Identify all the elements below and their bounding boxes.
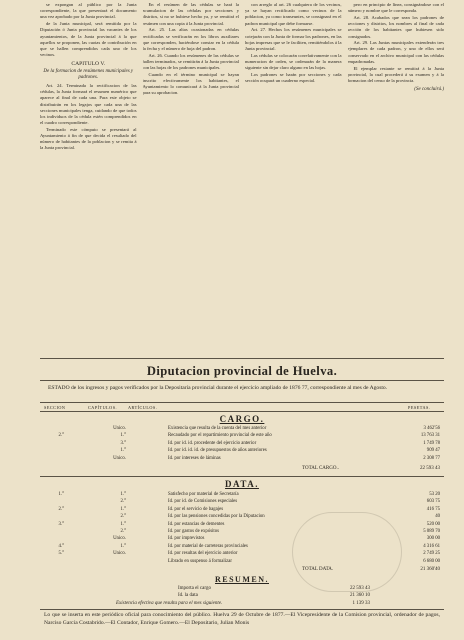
paragraph: Art. 26. Cuando los resúmenes de las cédulas se hallen terminados, se remitirán á la Junta provincial con las hojas de los padrones municipales. [142,52,239,71]
resumen-cargo-label: Importa el cargo [178,586,211,591]
divider [40,411,444,412]
concept-cell: Id. por id. id. procedente del ejercicio anterior [168,440,257,446]
concept-cell: Id. por el servicio de bagajes [168,506,224,512]
article-cell: 2.° [120,514,126,520]
article-cell: 1.° [120,543,126,549]
paragraph: Art. 25. Las altas ocasionadas en cédulas rectificadas se verificarán en los libros auxiliares que corresponden, haciéndose constar en la cédula la fecha y el número de hoja del padron. [142,27,239,51]
concept-cell: Librado en suspenso á formalizar [168,558,232,564]
page-title: Diputacion provincial de Huelva. [146,364,338,378]
data-title: DATA. [225,479,259,489]
paragraph: Terminado este cómputo se presentará al Ayuntamiento á fin de que decida el resultado del número de habitantes de la poblacion y se remita á la Junta provincial. [40,126,137,151]
divider [40,402,444,403]
article-cell: Unico. [113,426,126,431]
data-total-label: TOTAL DATA. [302,567,334,572]
chapter-header: CAPÍTULOS. [88,405,118,410]
chapter-subtitle: De la formacion de resúmenes municipales y padrones. [43,68,134,80]
concept-cell: Id. por gastos de expósitos [168,529,220,534]
chapter-cell: 1.° [58,492,64,497]
chapter-cell: 5.° [58,551,64,557]
amount-cell: 300 00 [426,536,440,542]
existence-label: Existencia efectiva que resulta para el mes siguiente. [116,601,223,606]
chapter-cell: 2.° [58,506,64,512]
resumen-data-label: Id. la data [178,593,198,598]
paragraph: Los padrones se harán por secciones y cada sección ocupará un cuaderno especial. [245,71,342,83]
article-column-2 [143,2,240,362]
amount-cell: 416 75 [426,506,440,512]
article-cell: 1.° [120,492,126,497]
article-cell: 1.° [120,433,126,439]
amount-cell: 603 75 [426,499,440,505]
article-cell: Unico. [113,455,126,461]
table-row [40,425,444,432]
paragraph: Cuando en el término municipal se hayan inscrito efectivamente los habitantes, el Ayuntamiento lo comunicará á la Junta provincial para su aprobacion. [142,71,239,96]
table-row [40,455,444,462]
amount-cell: 909 47 [426,448,440,454]
amount-cell: 40 [435,514,440,520]
table-row [40,432,444,439]
paragraph: Art. 27. Hechos los resúmenes municipales se cotejarán con la Junta de formar los padrones, en las hojas impresas que se le faciliten, remitiéndolos á la Junta provincial. [245,27,342,51]
resumen-cargo: 22 593 43 [350,586,370,591]
amount-cell: 1 749 78 [423,440,440,446]
amount-cell: 3 462'56 [423,426,440,431]
cargo-total-label: TOTAL CARGO.. [302,466,339,471]
paragraph: Art. 29. Las Juntas municipales extenderán tres ejemplares de cada padron, y uno de ellos será conservado en el archivo municipal con las cédulas empadronadas. [347,40,444,64]
footer-note: Lo que se inserta en este periódico oficial para conocimiento del público. Huelva 29 de Octubre de 1877.—El Vicepresidente de la Comision provincial, ordenador de pagos, Narciso García Costabrido.—El Contador, Enrique Gomero.—El Depositario, Julian Monis [44,612,440,626]
amount-cell: 6 680 00 [423,558,440,564]
article-cell: 2.° [120,529,126,534]
article-cell: 1.° [120,448,126,454]
article-cell: 2.° [120,499,126,505]
article-cell: Unico. [113,551,126,557]
divider [40,476,444,477]
article-cell: Unico. [113,536,126,542]
chapter-title: CAPITULO V. [71,61,106,68]
article-cell: 1.° [120,506,126,512]
article-columns [40,2,444,362]
paragraph: con arreglo al art. 26 cualquiera de los vecinos, ya se hayan rectificado como vecinos de la poblacion, ya como transeuntes, se consignará en el padron municipal que debe formarse. [245,2,342,26]
chapter-cell: 4.° [58,543,64,549]
concept-cell: Id. por las pensiones concedidas por la Diputacion [168,514,265,520]
divider [40,358,444,359]
existence-amount: 1 139 33 [352,601,370,606]
chapter-cell: 3.° [58,521,64,527]
amount-cell: 2 749 25 [423,551,440,557]
statement-description: ESTADO de los ingresos y pagos verificados por la Depositaría provincial durante el ejercicio ampliado de 1876 77, correspondiente al mes de Agosto. [48,385,388,391]
section-header: SECCION [44,405,66,410]
table-row [40,447,444,454]
concept-cell: Id. por id. de Comisiones especiales [168,499,238,505]
table-row [40,506,444,513]
paragraph: de la Junta municipal, será remitida por la Diputación ó Junta provincial las vacantes de los ayuntamientos, de la Junta provincial á la que aquellos se proponen, las cuotas de contribución en que se hallen comprendidos cada uno de los vecinos. [40,21,137,58]
resumen-title: RESUMEN. [214,575,269,584]
amount-cell: 2 308 77 [423,455,440,461]
concept-cell: Id. por material de carreteras provinciales [168,543,248,549]
concept-cell: Satisfecho por material de Secretaría [168,492,239,497]
article-header: ARTÍCULOS. [128,405,158,410]
amount-cell: 4 316 61 [423,543,440,549]
concept-cell: Recaudado por el repartimiento provincial de este año [168,433,272,439]
chapter-cell: 2.° [58,433,64,439]
concept-cell: Id. por estancias de dementes [168,521,225,527]
table-row [40,498,444,505]
concept-cell: Id. por id. id. id. de presupuestos de años anteriores [168,448,267,454]
article-cell: 3.° [120,440,126,446]
cargo-total: 22 593 43 [420,466,440,471]
paragraph: Art. 24. Terminada la rectificacion de las cédulas, la Junta formará el resumen numérico que aparece al final de cada una. Para este objeto se distribuirán en los legajos que cada una de las secciones municipales tenga, cuidando de que todos los individuos de la cédula estén comprendidos en el cuadro correspondiente. [40,82,137,126]
article-column-3 [245,2,342,362]
paragraph: En el resúmen de las cédulas se hará la acumulacion de las cédulas por secciones y distritos, si no se hubiese hecho ya, y se remitirá el resúmen con una copia á la Junta provincial. [142,2,239,26]
pesetas-header: PESETAS. [408,405,431,410]
paragraph: Las cédulas se colocarán correlativamente con la numeracion de orden, se ordenarán de la manera siguiente sin dejar claro alguno en las hojas. [245,52,342,71]
table-row [40,440,444,447]
article-cell: 1.° [120,521,126,527]
resumen-data: 21 360 10 [350,593,370,598]
paragraph: El ejemplar restante se remitirá á la Junta provincial, la cual procederá á su examen y á la formacion del censo de la provincia. [347,65,444,83]
divider [40,609,444,610]
paragraph: pero en principio de línea, consignándose con el número y nombre que le corresponda. [347,2,444,14]
concept-cell: Id. por imprevistos [168,536,205,542]
amount-cell: 5 089 70 [423,529,440,534]
to-be-concluded: (Se concluirá.) [414,87,444,93]
concept-cell: Id. por resultas del ejercicio anterior [168,551,238,557]
amount-cell: 53 20 [429,492,440,497]
amount-cell: 13 763 31 [420,433,440,439]
concept-cell: Id. por intereses de láminas [168,455,221,461]
data-total: 21 360'40 [420,567,440,572]
cargo-title: CARGO. [219,414,265,424]
article-column-1 [40,2,137,362]
article-column-4 [348,2,445,362]
concept-cell: Existencia que resulta de la cuenta del mes anterior [168,426,267,431]
divider [40,380,444,381]
amount-cell: 520 00 [426,521,440,527]
library-stamp [292,512,402,592]
paragraph: se expongan al público por la Junta correspondiente, la que presentará el documento una vez aprobado por la Junta provincial. [40,2,137,20]
paragraph: Art. 28. Acabados que sean los padrones de secciones y distritos, los nombres al final de cada sección de los habitantes que hubiesen sido consignados. [347,14,444,39]
table-row [40,491,444,498]
